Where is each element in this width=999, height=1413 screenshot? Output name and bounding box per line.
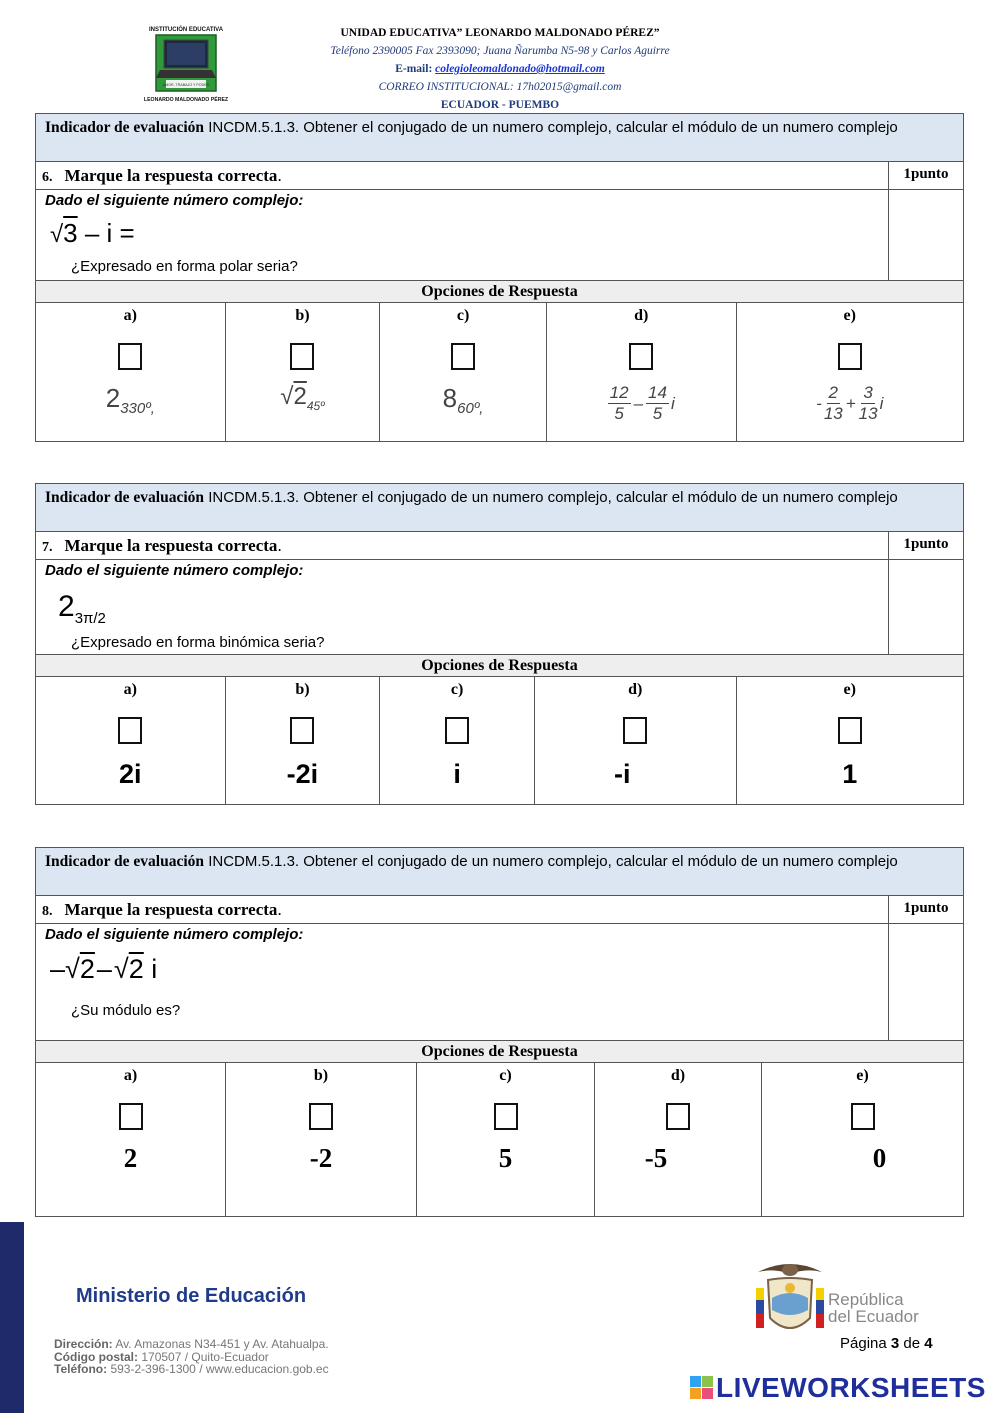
expr-rest: – i = bbox=[84, 218, 135, 248]
indicator-label: Indicador de evaluación bbox=[45, 489, 205, 506]
school-location: ECUADOR - PUEMBO bbox=[440, 99, 560, 111]
option-checkbox[interactable] bbox=[290, 717, 314, 744]
fraction-den: 13 bbox=[823, 404, 843, 423]
option-checkbox[interactable] bbox=[118, 343, 142, 370]
indicator-text: INCDM.5.1.3. Obtener el conjugado de un numero complejo, calcular el módulo de un numero complejo bbox=[208, 853, 898, 870]
expr-tail: i bbox=[151, 954, 158, 984]
question-title: 8. Marque la respuesta correcta. bbox=[36, 896, 889, 923]
fraction-op: + bbox=[845, 393, 856, 413]
option-checkbox[interactable] bbox=[666, 1103, 690, 1130]
indicator bbox=[36, 484, 963, 532]
score-cell bbox=[889, 560, 963, 654]
school-info bbox=[250, 24, 750, 114]
points: 1punto bbox=[903, 166, 949, 182]
option-letter: e) bbox=[856, 1067, 869, 1084]
option-letter: c) bbox=[456, 307, 470, 324]
option-letter: e) bbox=[843, 307, 856, 324]
option-value: -i bbox=[613, 759, 631, 789]
postal-value: 170507 / Quito-Ecuador bbox=[141, 1349, 269, 1364]
option-value: 1 bbox=[842, 759, 858, 789]
option-value: 5 bbox=[498, 1143, 513, 1173]
ecuador-coat-of-arms-icon bbox=[750, 1258, 830, 1346]
page-prefix: Página bbox=[840, 1335, 887, 1352]
complex-expression: –√2–√2 i bbox=[50, 954, 158, 984]
liveworksheets-logo-icon bbox=[690, 1376, 714, 1400]
question-title-row bbox=[36, 532, 963, 560]
instruction: Marque la respuesta correcta bbox=[64, 536, 278, 555]
option-letter: b) bbox=[295, 307, 310, 324]
option-value bbox=[737, 383, 964, 424]
imaginary-unit: i bbox=[879, 393, 884, 413]
address-value: Av. Amazonas N34-451 y Av. Atahualpa. bbox=[115, 1337, 329, 1351]
question-body bbox=[36, 190, 963, 281]
option-checkbox[interactable] bbox=[838, 343, 862, 370]
republic-line-1: República bbox=[828, 1290, 904, 1309]
fraction-sign: - bbox=[816, 393, 822, 413]
option-letter: d) bbox=[634, 307, 649, 324]
imaginary-unit: i bbox=[670, 393, 675, 413]
logo-bottom-text: LEONARDO MALDONADO PÉREZ bbox=[143, 97, 229, 103]
expr-lead: – bbox=[50, 954, 66, 984]
option-value: 2i bbox=[119, 759, 142, 789]
option-checkbox[interactable] bbox=[290, 343, 314, 370]
expr-angle: 3π/2 bbox=[74, 610, 106, 627]
question-text: ¿Expresado en forma polar seria? bbox=[71, 258, 298, 275]
option-value bbox=[36, 383, 225, 417]
phone-label: Teléfono: bbox=[54, 1362, 108, 1376]
republic-line-2: del Ecuador bbox=[828, 1307, 919, 1326]
school-email-link[interactable]: colegioleomaldonado@hotmail.com bbox=[435, 63, 605, 75]
option-modulus: 2 bbox=[293, 383, 307, 410]
institutional-email: CORREO INSTITUCIONAL: 17h02015@gmail.com bbox=[378, 81, 622, 93]
question-7 bbox=[35, 483, 964, 805]
option-letter: b) bbox=[295, 681, 310, 698]
indicator-label: Indicador de evaluación bbox=[45, 853, 205, 870]
fraction-den: 13 bbox=[858, 404, 878, 423]
option-checkbox[interactable] bbox=[629, 343, 653, 370]
option-letter: a) bbox=[123, 1067, 138, 1084]
school-name: UNIDAD EDUCATIVA” LEONARDO MALDONADO PÉREZ” bbox=[340, 27, 660, 39]
phone-value: 593-2-396-1300 / www.educacion.gob.ec bbox=[110, 1362, 329, 1376]
indicator bbox=[36, 848, 963, 896]
option-checkbox[interactable] bbox=[851, 1103, 875, 1130]
option-letter: d) bbox=[628, 681, 643, 698]
option-checkbox[interactable] bbox=[451, 343, 475, 370]
option-b bbox=[226, 1063, 417, 1216]
options-header: Opciones de Respuesta bbox=[36, 655, 963, 677]
option-value: -2 bbox=[309, 1143, 333, 1173]
indicator-text: INCDM.5.1.3. Obtener el conjugado de un numero complejo, calcular el módulo de un numero complejo bbox=[208, 119, 898, 136]
option-modulus: 2 bbox=[105, 383, 121, 413]
fraction-num: 12 bbox=[609, 383, 629, 402]
option-value bbox=[380, 383, 546, 417]
option-value: -5 bbox=[644, 1143, 668, 1173]
indicator bbox=[36, 114, 963, 162]
question-text: ¿Expresado en forma binómica seria? bbox=[71, 634, 325, 651]
fraction-den: 5 bbox=[652, 404, 663, 423]
options-row bbox=[36, 303, 963, 441]
fraction-num: 2 bbox=[828, 383, 838, 402]
instruction: Marque la respuesta correcta bbox=[64, 900, 278, 919]
footer-side-bar bbox=[0, 1222, 24, 1413]
option-angle: 330º, bbox=[120, 400, 155, 418]
fraction-num: 3 bbox=[863, 383, 873, 402]
option-checkbox[interactable] bbox=[494, 1103, 518, 1130]
question-statement bbox=[36, 190, 889, 280]
option-letter: a) bbox=[123, 307, 137, 324]
question-text: ¿Su módulo es? bbox=[71, 1002, 181, 1019]
option-value: 0 bbox=[872, 1143, 887, 1173]
option-d bbox=[535, 677, 737, 804]
complex-expression: √3 – i = bbox=[50, 218, 135, 248]
expr-root1: 2 bbox=[79, 954, 95, 984]
option-c bbox=[380, 677, 535, 804]
indicator-label: Indicador de evaluación bbox=[45, 119, 205, 136]
option-a bbox=[36, 677, 226, 804]
page-current: 3 bbox=[890, 1335, 900, 1352]
option-checkbox[interactable] bbox=[118, 717, 142, 744]
points: 1punto bbox=[903, 536, 949, 552]
option-b bbox=[226, 303, 381, 441]
republic-wordmark bbox=[828, 1291, 919, 1325]
option-value: i bbox=[453, 759, 461, 789]
question-title-row bbox=[36, 162, 963, 190]
score-cell bbox=[889, 924, 963, 1040]
option-letter: c) bbox=[450, 681, 464, 698]
option-d bbox=[595, 1063, 762, 1216]
question-number: 7. bbox=[42, 540, 53, 555]
question-body bbox=[36, 924, 963, 1041]
question-statement bbox=[36, 924, 889, 1040]
school-logo bbox=[140, 22, 232, 106]
option-checkbox[interactable] bbox=[119, 1103, 143, 1130]
option-angle: 60º, bbox=[457, 400, 484, 418]
logo-motto: AMOR, TRABAJO Y PODER bbox=[162, 83, 210, 87]
expr-root: 3 bbox=[63, 218, 78, 248]
school-email-line bbox=[250, 60, 750, 78]
option-letter: e) bbox=[843, 681, 856, 698]
page-total: 4 bbox=[924, 1335, 933, 1352]
option-letter: d) bbox=[670, 1067, 686, 1084]
option-a bbox=[36, 303, 226, 441]
postal-label: Código postal: bbox=[54, 1349, 138, 1364]
question-number: 8. bbox=[42, 904, 53, 919]
given-label: Dado el siguiente número complejo: bbox=[45, 926, 304, 943]
fraction-num: 14 bbox=[648, 383, 667, 402]
option-angle: 45º bbox=[306, 398, 325, 413]
page-mid: de bbox=[903, 1335, 921, 1352]
email-label: E-mail: bbox=[395, 63, 433, 75]
option-d bbox=[547, 303, 737, 441]
option-e bbox=[737, 303, 964, 441]
indicator-text: INCDM.5.1.3. Obtener el conjugado de un numero complejo, calcular el módulo de un numero complejo bbox=[208, 489, 898, 506]
question-statement bbox=[36, 560, 889, 654]
instruction: Marque la respuesta correcta bbox=[64, 166, 278, 185]
option-e bbox=[737, 677, 964, 804]
ministry-name: Ministerio de Educación bbox=[76, 1285, 307, 1307]
page-number bbox=[840, 1335, 933, 1352]
option-e bbox=[762, 1063, 963, 1216]
option-value bbox=[547, 383, 736, 424]
school-phone: Teléfono 2390005 Fax 2393090; Juana Ñarumba N5-98 y Carlos Aguirre bbox=[330, 45, 670, 57]
option-checkbox[interactable] bbox=[445, 717, 469, 744]
option-value: -2i bbox=[286, 759, 319, 789]
expr-root2: 2 bbox=[128, 954, 144, 984]
option-a bbox=[36, 1063, 226, 1216]
liveworksheets-wordmark: LIVEWORKSHEETS bbox=[716, 1372, 986, 1403]
question-8 bbox=[35, 847, 964, 1217]
option-value: 2 bbox=[123, 1143, 138, 1173]
option-checkbox[interactable] bbox=[838, 717, 862, 744]
option-b bbox=[226, 677, 381, 804]
logo-top-text: INSTITUCIÓN EDUCATIVA bbox=[148, 27, 224, 33]
options-row bbox=[36, 1063, 963, 1216]
expr-base: 2 bbox=[58, 590, 75, 623]
option-c bbox=[380, 303, 547, 441]
question-title: 7. Marque la respuesta correcta. bbox=[36, 532, 889, 559]
fraction-op: – bbox=[633, 393, 644, 413]
options-row bbox=[36, 677, 963, 804]
points: 1punto bbox=[903, 900, 949, 916]
question-body bbox=[36, 560, 963, 655]
given-label: Dado el siguiente número complejo: bbox=[45, 192, 304, 209]
document-header bbox=[0, 0, 999, 112]
question-number: 6. bbox=[42, 170, 53, 185]
question-title-row bbox=[36, 896, 963, 924]
option-letter: b) bbox=[313, 1067, 329, 1084]
complex-expression bbox=[58, 590, 106, 627]
question-6 bbox=[35, 113, 964, 442]
option-checkbox[interactable] bbox=[309, 1103, 333, 1130]
option-checkbox[interactable] bbox=[623, 717, 647, 744]
footer-address bbox=[54, 1338, 329, 1376]
option-value: $√2_{45º}$ bbox=[280, 383, 325, 413]
options-header: Opciones de Respuesta bbox=[36, 281, 963, 303]
fraction-den: 5 bbox=[614, 404, 624, 423]
option-c bbox=[417, 1063, 595, 1216]
score-cell bbox=[889, 190, 963, 280]
question-title: 6. Marque la respuesta correcta. bbox=[36, 162, 889, 189]
expr-mid: – bbox=[96, 954, 112, 984]
address-label: Dirección: bbox=[54, 1337, 113, 1351]
options-header: Opciones de Respuesta bbox=[36, 1041, 963, 1063]
given-label: Dado el siguiente número complejo: bbox=[45, 562, 304, 579]
option-modulus: 8 bbox=[442, 383, 458, 413]
liveworksheets-brand[interactable] bbox=[690, 1372, 986, 1404]
option-letter: c) bbox=[499, 1067, 512, 1084]
option-letter: a) bbox=[123, 681, 137, 698]
